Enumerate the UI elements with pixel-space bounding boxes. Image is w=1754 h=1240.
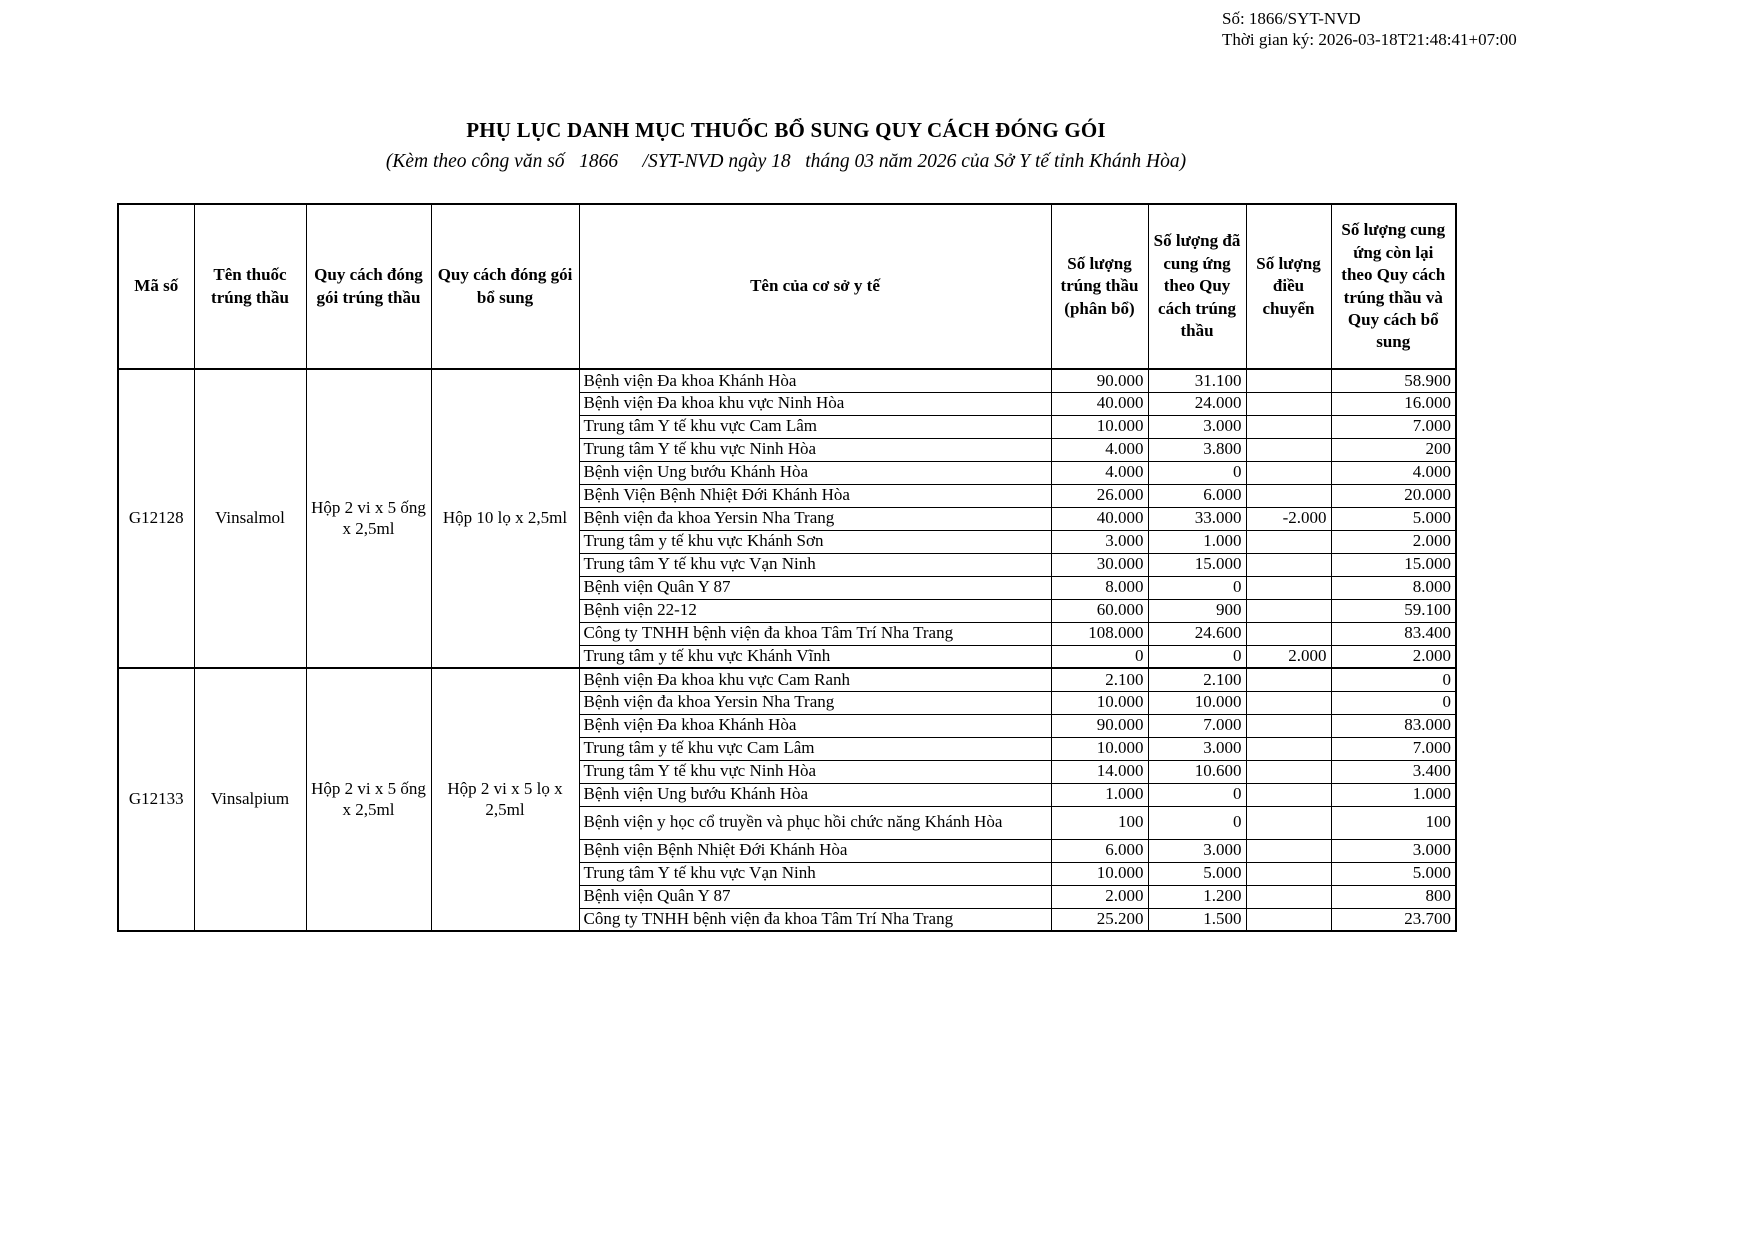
qty-awarded-cell: 2.100 <box>1051 668 1148 691</box>
header-quy-cach-trung-thau: Quy cách đóng gói trúng thầu <box>306 204 431 369</box>
drug-code-cell: G12128 <box>118 369 194 668</box>
qty-awarded-cell: 4.000 <box>1051 438 1148 461</box>
facility-cell: Trung tâm y tế khu vực Khánh Sơn <box>579 530 1051 553</box>
qty-transferred-cell <box>1246 530 1331 553</box>
qty-supplied-cell: 1.200 <box>1148 885 1246 908</box>
qty-transferred-cell <box>1246 599 1331 622</box>
qty-transferred-cell <box>1246 415 1331 438</box>
doc-meta-block <box>1222 8 1517 50</box>
header-ma-so: Mã số <box>118 204 194 369</box>
facility-cell: Công ty TNHH bệnh viện đa khoa Tâm Trí Nha Trang <box>579 622 1051 645</box>
qty-remaining-cell: 5.000 <box>1331 862 1456 885</box>
drug-name-cell: Vinsalmol <box>194 369 306 668</box>
packaging-awarded-cell: Hộp 2 vi x 5 ống x 2,5ml <box>306 668 431 931</box>
qty-remaining-cell: 0 <box>1331 668 1456 691</box>
facility-cell: Bệnh viện Quân Y 87 <box>579 885 1051 908</box>
qty-remaining-cell: 83.400 <box>1331 622 1456 645</box>
facility-cell: Bệnh viện Quân Y 87 <box>579 576 1051 599</box>
drug-code-cell: G12133 <box>118 668 194 931</box>
qty-remaining-cell: 16.000 <box>1331 392 1456 415</box>
facility-cell: Bệnh viện y học cổ truyền và phục hồi chức năng Khánh Hòa <box>579 806 1051 839</box>
qty-remaining-cell: 3.400 <box>1331 760 1456 783</box>
qty-supplied-cell: 5.000 <box>1148 862 1246 885</box>
qty-transferred-cell <box>1246 806 1331 839</box>
facility-cell: Trung tâm y tế khu vực Cam Lâm <box>579 737 1051 760</box>
facility-cell: Bệnh viện đa khoa Yersin Nha Trang <box>579 691 1051 714</box>
qty-transferred-cell <box>1246 760 1331 783</box>
qty-remaining-cell: 2.000 <box>1331 645 1456 668</box>
qty-remaining-cell: 59.100 <box>1331 599 1456 622</box>
table-container <box>117 203 1455 932</box>
table-row <box>118 668 1456 691</box>
qty-supplied-cell: 0 <box>1148 461 1246 484</box>
qty-remaining-cell: 8.000 <box>1331 576 1456 599</box>
qty-supplied-cell: 0 <box>1148 783 1246 806</box>
table-header-row <box>118 204 1456 369</box>
qty-supplied-cell: 1.500 <box>1148 908 1246 931</box>
qty-supplied-cell: 1.000 <box>1148 530 1246 553</box>
facility-cell: Trung tâm Y tế khu vực Vạn Ninh <box>579 862 1051 885</box>
header-so-luong-dieu-chuyen: Số lượng điều chuyển <box>1246 204 1331 369</box>
table-header <box>118 204 1456 369</box>
doc-sign-time: Thời gian ký: 2026-03-18T21:48:41+07:00 <box>1222 30 1517 49</box>
qty-awarded-cell: 60.000 <box>1051 599 1148 622</box>
qty-transferred-cell <box>1246 668 1331 691</box>
qty-awarded-cell: 3.000 <box>1051 530 1148 553</box>
qty-supplied-cell: 3.800 <box>1148 438 1246 461</box>
qty-remaining-cell: 0 <box>1331 691 1456 714</box>
qty-transferred-cell <box>1246 691 1331 714</box>
qty-awarded-cell: 10.000 <box>1051 737 1148 760</box>
qty-remaining-cell: 3.000 <box>1331 839 1456 862</box>
qty-supplied-cell: 3.000 <box>1148 415 1246 438</box>
qty-remaining-cell: 100 <box>1331 806 1456 839</box>
facility-cell: Bệnh viện Đa khoa khu vực Cam Ranh <box>579 668 1051 691</box>
facility-cell: Bệnh Viện Bệnh Nhiệt Đới Khánh Hòa <box>579 484 1051 507</box>
header-so-luong-con-lai: Số lượng cung ứng còn lại theo Quy cách trúng thầu và Quy cách bổ sung <box>1331 204 1456 369</box>
facility-cell: Bệnh viện Ung bướu Khánh Hòa <box>579 461 1051 484</box>
qty-transferred-cell <box>1246 392 1331 415</box>
qty-transferred-cell <box>1246 461 1331 484</box>
qty-supplied-cell: 24.600 <box>1148 622 1246 645</box>
qty-remaining-cell: 4.000 <box>1331 461 1456 484</box>
facility-cell: Công ty TNHH bệnh viện đa khoa Tâm Trí Nha Trang <box>579 908 1051 931</box>
facility-cell: Trung tâm Y tế khu vực Cam Lâm <box>579 415 1051 438</box>
qty-remaining-cell: 7.000 <box>1331 737 1456 760</box>
facility-cell: Trung tâm Y tế khu vực Ninh Hòa <box>579 438 1051 461</box>
qty-transferred-cell <box>1246 576 1331 599</box>
qty-awarded-cell: 10.000 <box>1051 862 1148 885</box>
qty-transferred-cell <box>1246 369 1331 392</box>
qty-supplied-cell: 0 <box>1148 576 1246 599</box>
table-body <box>118 369 1456 931</box>
qty-supplied-cell: 10.600 <box>1148 760 1246 783</box>
qty-awarded-cell: 0 <box>1051 645 1148 668</box>
qty-awarded-cell: 40.000 <box>1051 507 1148 530</box>
qty-remaining-cell: 15.000 <box>1331 553 1456 576</box>
qty-awarded-cell: 100 <box>1051 806 1148 839</box>
qty-transferred-cell <box>1246 714 1331 737</box>
qty-supplied-cell: 7.000 <box>1148 714 1246 737</box>
qty-transferred-cell <box>1246 553 1331 576</box>
header-so-luong-trung-thau: Số lượng trúng thầu (phân bổ) <box>1051 204 1148 369</box>
facility-cell: Trung tâm y tế khu vực Khánh Vĩnh <box>579 645 1051 668</box>
qty-remaining-cell: 20.000 <box>1331 484 1456 507</box>
qty-supplied-cell: 15.000 <box>1148 553 1246 576</box>
qty-awarded-cell: 2.000 <box>1051 885 1148 908</box>
qty-remaining-cell: 1.000 <box>1331 783 1456 806</box>
qty-transferred-cell <box>1246 908 1331 931</box>
header-ten-co-so: Tên của cơ sở y tế <box>579 204 1051 369</box>
packaging-supplement-cell: Hộp 10 lọ x 2,5ml <box>431 369 579 668</box>
facility-cell: Trung tâm Y tế khu vực Ninh Hòa <box>579 760 1051 783</box>
qty-awarded-cell: 26.000 <box>1051 484 1148 507</box>
qty-transferred-cell <box>1246 622 1331 645</box>
facility-cell: Bệnh viện Bệnh Nhiệt Đới Khánh Hòa <box>579 839 1051 862</box>
qty-remaining-cell: 200 <box>1331 438 1456 461</box>
qty-supplied-cell: 24.000 <box>1148 392 1246 415</box>
header-quy-cach-bo-sung: Quy cách đóng gói bổ sung <box>431 204 579 369</box>
qty-remaining-cell: 2.000 <box>1331 530 1456 553</box>
qty-transferred-cell: 2.000 <box>1246 645 1331 668</box>
qty-transferred-cell <box>1246 484 1331 507</box>
qty-transferred-cell <box>1246 737 1331 760</box>
facility-cell: Bệnh viện đa khoa Yersin Nha Trang <box>579 507 1051 530</box>
heading-block <box>117 118 1455 173</box>
drug-name-cell: Vinsalpium <box>194 668 306 931</box>
qty-supplied-cell: 2.100 <box>1148 668 1246 691</box>
qty-awarded-cell: 90.000 <box>1051 714 1148 737</box>
qty-supplied-cell: 3.000 <box>1148 737 1246 760</box>
qty-supplied-cell: 10.000 <box>1148 691 1246 714</box>
qty-remaining-cell: 23.700 <box>1331 908 1456 931</box>
supplement-packaging-table <box>117 203 1457 932</box>
qty-awarded-cell: 90.000 <box>1051 369 1148 392</box>
qty-awarded-cell: 10.000 <box>1051 415 1148 438</box>
qty-awarded-cell: 4.000 <box>1051 461 1148 484</box>
facility-cell: Trung tâm Y tế khu vực Vạn Ninh <box>579 553 1051 576</box>
header-ten-thuoc: Tên thuốc trúng thầu <box>194 204 306 369</box>
page-subtitle: (Kèm theo công văn số 1866 /SYT-NVD ngày 18 tháng 03 năm 2026 của Sở Y tế tỉnh Khánh Hòa) <box>385 151 1187 172</box>
qty-supplied-cell: 0 <box>1148 806 1246 839</box>
facility-cell: Bệnh viện Ung bướu Khánh Hòa <box>579 783 1051 806</box>
qty-remaining-cell: 7.000 <box>1331 415 1456 438</box>
qty-awarded-cell: 8.000 <box>1051 576 1148 599</box>
table-row <box>118 369 1456 392</box>
qty-transferred-cell <box>1246 839 1331 862</box>
qty-remaining-cell: 58.900 <box>1331 369 1456 392</box>
qty-awarded-cell: 14.000 <box>1051 760 1148 783</box>
qty-transferred-cell <box>1246 885 1331 908</box>
facility-cell: Bệnh viện 22-12 <box>579 599 1051 622</box>
qty-supplied-cell: 33.000 <box>1148 507 1246 530</box>
facility-cell: Bệnh viện Đa khoa Khánh Hòa <box>579 714 1051 737</box>
qty-awarded-cell: 10.000 <box>1051 691 1148 714</box>
qty-supplied-cell: 0 <box>1148 645 1246 668</box>
qty-transferred-cell <box>1246 862 1331 885</box>
packaging-supplement-cell: Hộp 2 vi x 5 lọ x 2,5ml <box>431 668 579 931</box>
qty-awarded-cell: 25.200 <box>1051 908 1148 931</box>
facility-cell: Bệnh viện Đa khoa khu vực Ninh Hòa <box>579 392 1051 415</box>
qty-supplied-cell: 900 <box>1148 599 1246 622</box>
qty-awarded-cell: 108.000 <box>1051 622 1148 645</box>
qty-awarded-cell: 40.000 <box>1051 392 1148 415</box>
doc-number: Số: 1866/SYT-NVD <box>1222 9 1361 28</box>
qty-transferred-cell <box>1246 783 1331 806</box>
qty-supplied-cell: 3.000 <box>1148 839 1246 862</box>
qty-remaining-cell: 83.000 <box>1331 714 1456 737</box>
qty-remaining-cell: 800 <box>1331 885 1456 908</box>
packaging-awarded-cell: Hộp 2 vi x 5 ống x 2,5ml <box>306 369 431 668</box>
qty-supplied-cell: 31.100 <box>1148 369 1246 392</box>
facility-cell: Bệnh viện Đa khoa Khánh Hòa <box>579 369 1051 392</box>
page-title: PHỤ LỤC DANH MỤC THUỐC BỔ SUNG QUY CÁCH ĐÓNG GÓI <box>466 118 1106 142</box>
qty-transferred-cell <box>1246 438 1331 461</box>
qty-awarded-cell: 6.000 <box>1051 839 1148 862</box>
qty-transferred-cell: -2.000 <box>1246 507 1331 530</box>
qty-remaining-cell: 5.000 <box>1331 507 1456 530</box>
header-so-luong-da-cung-ung: Số lượng đã cung ứng theo Quy cách trúng thầu <box>1148 204 1246 369</box>
qty-awarded-cell: 30.000 <box>1051 553 1148 576</box>
qty-awarded-cell: 1.000 <box>1051 783 1148 806</box>
qty-supplied-cell: 6.000 <box>1148 484 1246 507</box>
